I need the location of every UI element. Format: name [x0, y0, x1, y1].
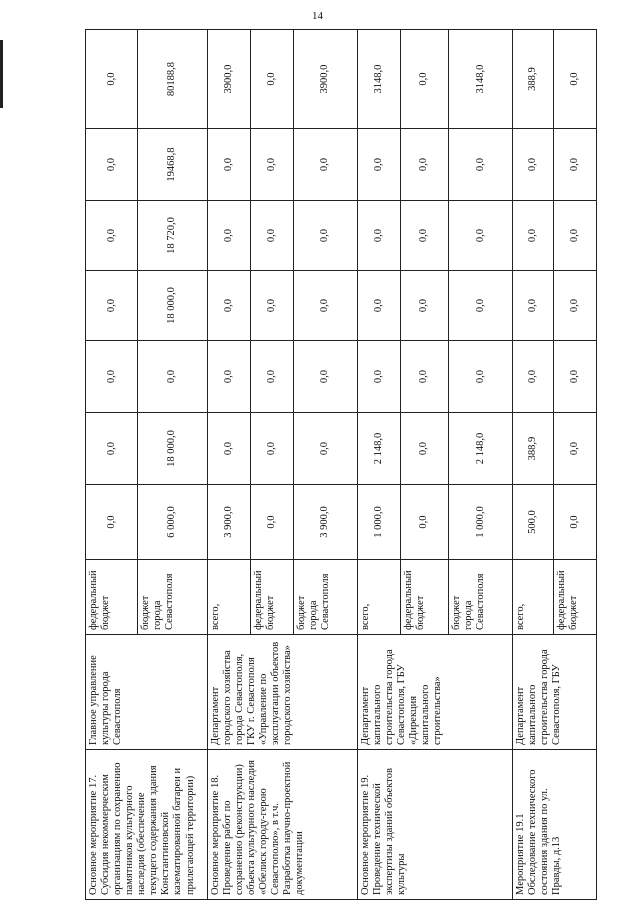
value-cell: 0,0: [86, 30, 138, 129]
value-cell: 0,0: [250, 485, 293, 560]
value-cell: 388,9: [513, 30, 554, 129]
value-cell: 0,0: [554, 201, 597, 271]
value-cell: 0,0: [448, 129, 512, 201]
value-cell: 3900,0: [293, 30, 357, 129]
value-cell: 388,9: [513, 413, 554, 485]
value-cell: 0,0: [554, 413, 597, 485]
value-cell: 3148,0: [357, 30, 400, 129]
funding-source-cell: всего,: [207, 560, 250, 635]
value-cell: 0,0: [138, 341, 208, 413]
measure-cell: Основное мероприятие 17. Субсидия некоммерческим организациям по сохранению памятников культурного наследия (обеспечение текущего содержания здания Константиновской казематированной батареи и прилегающей территории): [86, 750, 208, 900]
value-cell: 0,0: [400, 413, 448, 485]
value-cell: 0,0: [250, 413, 293, 485]
value-cell: 0,0: [86, 413, 138, 485]
value-cell: 0,0: [554, 271, 597, 341]
value-cell: 0,0: [554, 129, 597, 201]
value-cell: 0,0: [207, 341, 250, 413]
value-cell: 0,0: [513, 271, 554, 341]
value-cell: 0,0: [400, 341, 448, 413]
page-number: 14: [312, 10, 323, 22]
value-cell: 0,0: [250, 201, 293, 271]
table-row: [207, 30, 250, 900]
value-cell: 500,0: [513, 485, 554, 560]
value-cell: 0,0: [554, 30, 597, 129]
funding-source-cell: бюджет города Севастополя: [293, 560, 357, 635]
value-cell: 0,0: [448, 201, 512, 271]
value-cell: 0,0: [250, 341, 293, 413]
value-cell: 0,0: [293, 129, 357, 201]
funding-source-cell: бюджет города Севастополя: [138, 560, 208, 635]
table-row: [513, 30, 554, 900]
edge-mark: [0, 40, 3, 108]
value-cell: 0,0: [400, 485, 448, 560]
value-cell: 0,0: [400, 129, 448, 201]
value-cell: 2 148,0: [357, 413, 400, 485]
value-cell: 3 900,0: [207, 485, 250, 560]
value-cell: 0,0: [357, 129, 400, 201]
value-cell: 3900,0: [207, 30, 250, 129]
value-cell: 0,0: [293, 201, 357, 271]
value-cell: 0,0: [448, 341, 512, 413]
value-cell: 0,0: [250, 30, 293, 129]
rotated-table-area: [85, 30, 597, 900]
table-row: [86, 30, 138, 900]
value-cell: 2 148,0: [448, 413, 512, 485]
value-cell: 0,0: [293, 271, 357, 341]
value-cell: 0,0: [86, 129, 138, 201]
executor-cell: Департамент капитального строительства города Севастополя, ГБУ «Дирекция капитального строительства»: [357, 635, 512, 750]
value-cell: 0,0: [513, 129, 554, 201]
funding-source-cell: федеральный бюджет: [86, 560, 138, 635]
value-cell: 0,0: [86, 485, 138, 560]
value-cell: 0,0: [207, 201, 250, 271]
value-cell: 0,0: [400, 271, 448, 341]
funding-source-cell: федеральный бюджет: [554, 560, 597, 635]
value-cell: 6 000,0: [138, 485, 208, 560]
value-cell: 0,0: [400, 201, 448, 271]
value-cell: 19468,8: [138, 129, 208, 201]
value-cell: 0,0: [86, 271, 138, 341]
value-cell: 0,0: [207, 271, 250, 341]
value-cell: 0,0: [448, 271, 512, 341]
value-cell: 0,0: [357, 201, 400, 271]
value-cell: 0,0: [293, 341, 357, 413]
value-cell: 0,0: [554, 341, 597, 413]
executor-cell: Департамент городского хозяйства города Севастополя, ГКУ г. Севастополя «Управление по эксплуатации объектов городского хозяйства»: [207, 635, 357, 750]
value-cell: 0,0: [250, 129, 293, 201]
value-cell: 3 900,0: [293, 485, 357, 560]
value-cell: 0,0: [86, 201, 138, 271]
measure-cell: Основное мероприятие 19. Проведение технической экспертизы зданий объектов культуры: [357, 750, 512, 900]
value-cell: 0,0: [207, 413, 250, 485]
value-cell: 3148,0: [448, 30, 512, 129]
executor-cell: Главное управление культуры города Севастополя: [86, 635, 208, 750]
funding-source-cell: федеральный бюджет: [400, 560, 448, 635]
value-cell: 0,0: [357, 341, 400, 413]
budget-table: [85, 29, 597, 900]
funding-source-cell: федеральный бюджет: [250, 560, 293, 635]
measure-cell: Мероприятие 19.1 Обследование технического состояния здания по ул. Правды, д.13: [513, 750, 597, 900]
value-cell: 1 000,0: [357, 485, 400, 560]
value-cell: 0,0: [513, 201, 554, 271]
value-cell: 0,0: [293, 413, 357, 485]
value-cell: 18 720,0: [138, 201, 208, 271]
table-row: [357, 30, 400, 900]
executor-cell: Департамент капитального строительства города Севастополя, ГБУ: [513, 635, 597, 750]
value-cell: 0,0: [400, 30, 448, 129]
funding-source-cell: всего,: [513, 560, 554, 635]
funding-source-cell: бюджет города Севастополя: [448, 560, 512, 635]
value-cell: 80188,8: [138, 30, 208, 129]
value-cell: 18 000,0: [138, 271, 208, 341]
value-cell: 0,0: [554, 485, 597, 560]
value-cell: 1 000,0: [448, 485, 512, 560]
value-cell: 18 000,0: [138, 413, 208, 485]
value-cell: 0,0: [357, 271, 400, 341]
value-cell: 0,0: [207, 129, 250, 201]
funding-source-cell: всего,: [357, 560, 400, 635]
measure-cell: Основное мероприятие 18. Проведение работ по сохранению (реконструкции) объекта культурного наследия «Обелиск городу-герою Севастополю», в т.ч. Разработка научно-проектной документации: [207, 750, 357, 900]
value-cell: 0,0: [250, 271, 293, 341]
table-body: [86, 30, 597, 900]
value-cell: 0,0: [513, 341, 554, 413]
value-cell: 0,0: [86, 341, 138, 413]
